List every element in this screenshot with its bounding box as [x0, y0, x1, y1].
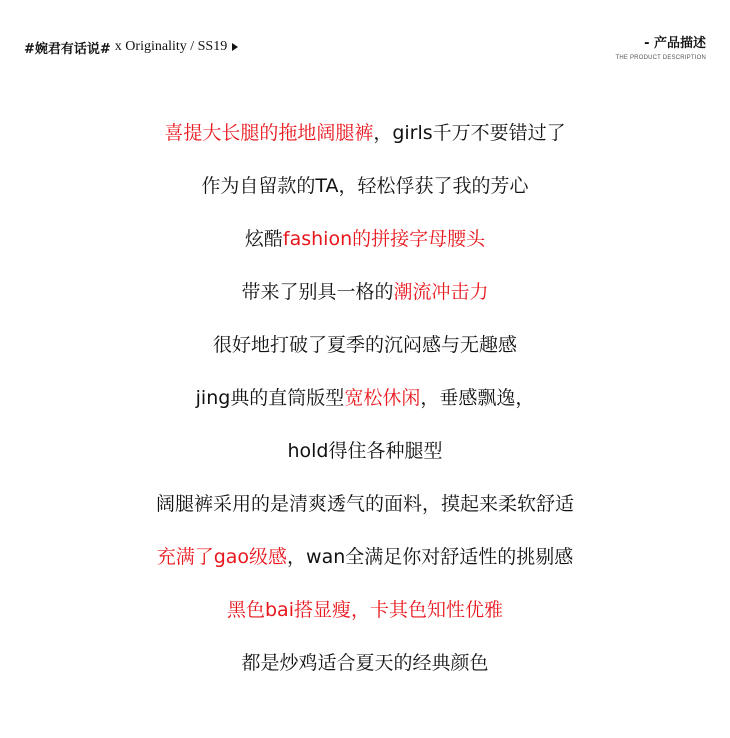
description-line [0, 433, 730, 486]
body-text: 都是炒鸡适合夏天的经典颜色 [241, 652, 489, 674]
section-heading [616, 36, 707, 62]
body-text: ，垂感飘逸， [420, 387, 535, 409]
description-line [0, 645, 730, 698]
description-line [0, 539, 730, 592]
body-text: 阔腿裤采用的是清爽透气的面料，摸起来柔软舒适 [155, 493, 574, 515]
body-text: 很好地打破了夏季的沉闷感与无趣感 [212, 334, 517, 356]
description-line [0, 274, 730, 327]
body-text: 作为自留款的TA，轻松俘获了我的芳心 [201, 175, 529, 197]
description-line [0, 168, 730, 221]
body-text: hold得住各种腿型 [287, 440, 443, 462]
description-line [0, 327, 730, 380]
description-line [0, 380, 730, 433]
body-text: ，girls千万不要错过了 [373, 122, 566, 144]
description-line [0, 592, 730, 645]
description-line [0, 486, 730, 539]
description-line [0, 221, 730, 274]
highlight-text: 宽松休闲 [344, 387, 421, 409]
highlight-text: 充满了gao级感 [156, 546, 288, 568]
description-line [0, 115, 730, 168]
header-brand-line [24, 37, 238, 57]
body-text: 炫酷 [244, 228, 283, 250]
highlight-text: 黑色bai搭显瘦，卡其色知性优雅 [227, 599, 503, 621]
highlight-text: 喜提大长腿的拖地阔腿裤 [164, 122, 374, 144]
body-text: 带来了别具一格的 [241, 281, 394, 303]
highlight-text: fashion的拼接字母腰头 [282, 228, 486, 250]
brand-hashtag: #婉君有话说# [24, 41, 111, 57]
play-triangle-icon [232, 43, 238, 51]
section-title: - 产品描述 [644, 36, 706, 51]
product-description [0, 115, 730, 698]
collection-label: x Originality / SS19 [114, 39, 228, 54]
section-subtitle: THE PRODUCT DESCRIPTION [615, 55, 706, 61]
body-text: jing典的直筒版型 [195, 387, 345, 409]
highlight-text: 潮流冲击力 [393, 281, 489, 303]
body-text: ，wan全满足你对舒适性的挑剔感 [287, 546, 574, 568]
